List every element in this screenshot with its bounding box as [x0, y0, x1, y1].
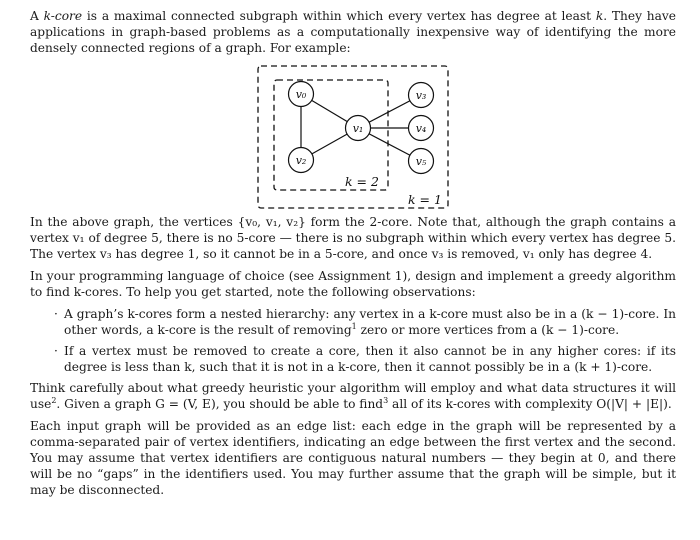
- heuristic-text-b: . Given a graph G = (V, E), you should be able to find: [56, 397, 384, 411]
- node-label-v3: v₃: [415, 89, 427, 102]
- observation-1-text-a: A graph’s k-cores form a nested hierarchy: any vertex in a k-core must also be in a (k − 1)-core. In other words, a k-core is the result of removing: [64, 307, 676, 337]
- node-label-v4: v₄: [415, 122, 427, 135]
- paragraph-input-format: Each input graph will be provided as an edge list: each edge in the graph will be represented by a comma-separated pair of vertex identifiers, indicating an edge between the first vertex and the second. You may assume that vertex identifiers are contiguous natural numbers — they begin at 0, and there will be no “gaps” in the identifiers used. You may further assume that the graph will be simple, but it may be disconnected.: [30, 419, 676, 497]
- intro-k: k: [595, 9, 604, 23]
- k-core-term: k-core: [43, 9, 83, 23]
- graph-diagram: [0, 62, 700, 212]
- observation-1-text-b: zero or more vertices from a (k − 1)-core.: [356, 323, 620, 337]
- node-label-v0: v₀: [295, 88, 307, 101]
- node-label-v2: v₂: [295, 154, 307, 167]
- observation-2-text: If a vertex must be removed to create a core, then it also cannot be in any higher cores: if its degree is less than k, such that it is not in a k-core, then it cannot possibly be in a (k + 1)-core.: [64, 344, 676, 374]
- footnote-1-marker: 1: [351, 321, 357, 331]
- paragraph-2core: In the above graph, the vertices {v₀, v₁, v₂} form the 2-core. Note that, although the graph contains a vertex v₁ of degree 5, there is no 5-core — there is no subgraph within which every vertex has degree 5. The vertex v₃ has degree 1, so it cannot be in a 5-core, and once v₃ is removed, v₁ only has degree 4.: [30, 215, 676, 261]
- footnote-3-marker: 3: [383, 395, 389, 405]
- paragraph-heuristic: [30, 380, 676, 412]
- intro-text-b: is a maximal connected subgraph within which every vertex has degree at least: [82, 9, 596, 23]
- node-label-v1: v₁: [352, 122, 364, 135]
- observation-item: [30, 343, 676, 375]
- observation-item: [30, 306, 676, 338]
- graph-nodes: [289, 82, 434, 174]
- bullet-marker: ·: [54, 307, 58, 321]
- node-label-v5: v₅: [415, 155, 427, 168]
- heuristic-text-a: Think carefully about what greedy heuristic your algorithm will employ and what data structures it will use: [30, 381, 676, 411]
- paragraph-instructions: In your programming language of choice (see Assignment 1), design and implement a greedy algorithm to find k-cores. To help you get started, note the following observations:: [30, 269, 676, 299]
- heuristic-text-c: all of its k-cores with complexity O(|V| + |E|).: [388, 397, 672, 411]
- outer-box-label: k = 1: [408, 192, 442, 207]
- inner-box-label: k = 2: [345, 174, 379, 189]
- intro-text-c: . They have applications in graph-based problems as a computationally inexpensive way of identifying the more densely connected regions of a graph. For example:: [30, 9, 676, 55]
- bullet-marker: ·: [54, 344, 58, 358]
- intro-text-a: A: [30, 9, 44, 23]
- observations-list: [30, 306, 676, 375]
- footnote-2-marker: 2: [51, 395, 57, 405]
- intro-paragraph: [30, 8, 676, 56]
- k-core-figure: [0, 62, 700, 212]
